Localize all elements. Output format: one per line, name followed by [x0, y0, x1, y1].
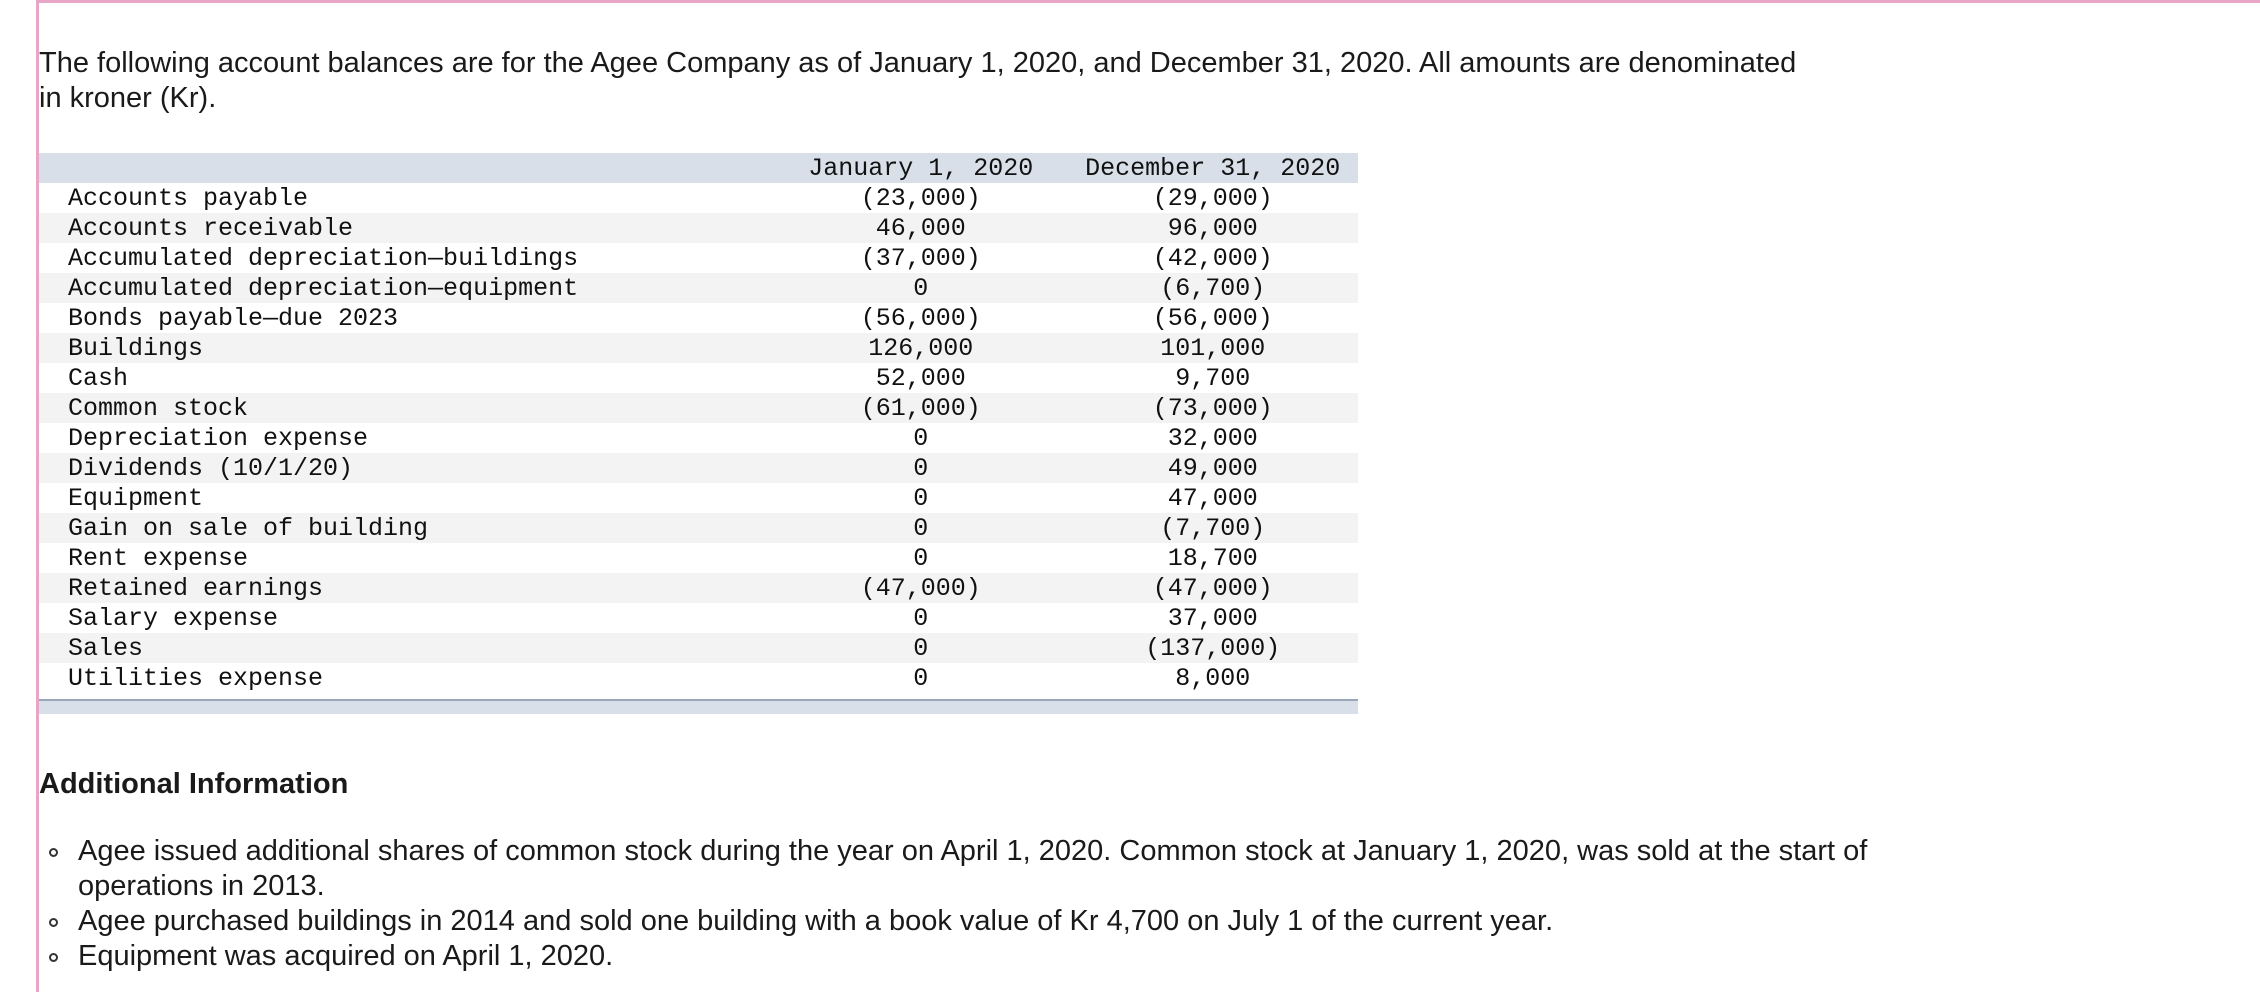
jan-value: 0 [913, 423, 929, 453]
header-label [39, 153, 774, 183]
dec-value: 47,000 [1167, 483, 1258, 513]
dec-value: (73,000) [1067, 393, 1358, 423]
account-label: Common stock [39, 393, 774, 423]
jan-value: 0 [774, 453, 1067, 483]
account-label: Depreciation expense [68, 423, 369, 453]
account-label: Accumulated depreciation—buildings [68, 243, 579, 273]
dec-value: 32,000 [1167, 423, 1258, 453]
table-row [39, 183, 1358, 213]
list-item [39, 904, 1979, 939]
jan-value: 0 [774, 633, 1067, 663]
additional-info-list [39, 834, 1979, 974]
table-row [39, 633, 1358, 663]
jan-value: (23,000) [860, 183, 981, 213]
table-row [39, 603, 1358, 633]
dec-value: (137,000) [1067, 633, 1358, 663]
dec-value: 101,000 [1067, 333, 1358, 363]
dec-value: (47,000) [1067, 573, 1358, 603]
account-label: Dividends (10/1/20) [39, 453, 774, 483]
dec-value: 49,000 [1067, 453, 1358, 483]
circle-bullet-icon [49, 953, 58, 962]
list-item-text: Equipment was acquired on April 1, 2020. [78, 940, 614, 972]
table-row [39, 393, 1358, 423]
jan-value: (61,000) [774, 393, 1067, 423]
jan-value: 0 [913, 603, 929, 633]
jan-value: 0 [913, 663, 929, 693]
jan-value: (56,000) [860, 303, 981, 333]
header-jan-2020: January 1, 2020 [774, 153, 1067, 183]
account-label: Salary expense [68, 603, 279, 633]
circle-bullet-icon [49, 918, 58, 927]
jan-value: (47,000) [774, 573, 1067, 603]
balances-table [39, 153, 1358, 693]
balances-table-wrap [39, 153, 1358, 714]
header-dec-2020: December 31, 2020 [1067, 153, 1358, 183]
jan-value: 0 [913, 543, 929, 573]
list-item-text: Agee purchased buildings in 2014 and sold one building with a book value of Kr 4,700 on July 1 of the current year. [78, 905, 1554, 937]
table-row [39, 273, 1358, 303]
account-label: Accounts receivable [39, 213, 774, 243]
table-row [39, 423, 1358, 453]
list-item [39, 939, 1979, 974]
dec-value: 9,700 [1175, 363, 1251, 393]
account-label: Accounts payable [68, 183, 309, 213]
list-item-text: Agee issued additional shares of common stock during the year on April 1, 2020. Common stock at January 1, 2020, was sold at the start of operations in 2013. [78, 835, 1868, 902]
table-body [39, 183, 1358, 693]
dec-value: (42,000) [1152, 243, 1273, 273]
circle-bullet-icon [49, 848, 58, 857]
account-label: Gain on sale of building [39, 513, 774, 543]
intro-paragraph: The following account balances are for the Agee Company as of January 1, 2020, and December 31, 2020. All amounts are denominated in kroner (Kr). [39, 47, 1797, 114]
jan-value: 52,000 [875, 363, 966, 393]
account-label: Accumulated depreciation—equipment [39, 273, 774, 303]
table-row [39, 663, 1358, 693]
account-label: Buildings [39, 333, 774, 363]
dec-value: (7,700) [1067, 513, 1358, 543]
account-label: Sales [39, 633, 774, 663]
dec-value: (29,000) [1152, 183, 1273, 213]
dec-value: 37,000 [1167, 603, 1258, 633]
jan-value: 126,000 [774, 333, 1067, 363]
account-label: Bonds payable—due 2023 [68, 303, 399, 333]
account-label: Retained earnings [39, 573, 774, 603]
table-row [39, 453, 1358, 483]
dec-value: 18,700 [1167, 543, 1258, 573]
account-label: Equipment [68, 483, 204, 513]
jan-value: 0 [774, 513, 1067, 543]
table-row [39, 543, 1358, 573]
table-row [39, 333, 1358, 363]
jan-value: (37,000) [860, 243, 981, 273]
additional-info-heading: Additional Information [39, 768, 349, 800]
dec-value: 96,000 [1067, 213, 1358, 243]
table-row [39, 573, 1358, 603]
table-row [39, 363, 1358, 393]
jan-value: 0 [774, 273, 1067, 303]
dec-value: (6,700) [1067, 273, 1358, 303]
account-label: Utilities expense [68, 663, 324, 693]
table-row [39, 243, 1358, 273]
table-footer-bar [39, 699, 1358, 714]
dec-value: (56,000) [1152, 303, 1273, 333]
account-label: Cash [68, 363, 129, 393]
table-row [39, 303, 1358, 333]
account-label: Rent expense [68, 543, 249, 573]
table-header-row [39, 153, 1358, 183]
table-row [39, 513, 1358, 543]
jan-value: 46,000 [774, 213, 1067, 243]
list-item [39, 834, 1979, 904]
dec-value: 8,000 [1175, 663, 1251, 693]
jan-value: 0 [913, 483, 929, 513]
table-row [39, 483, 1358, 513]
table-row [39, 213, 1358, 243]
